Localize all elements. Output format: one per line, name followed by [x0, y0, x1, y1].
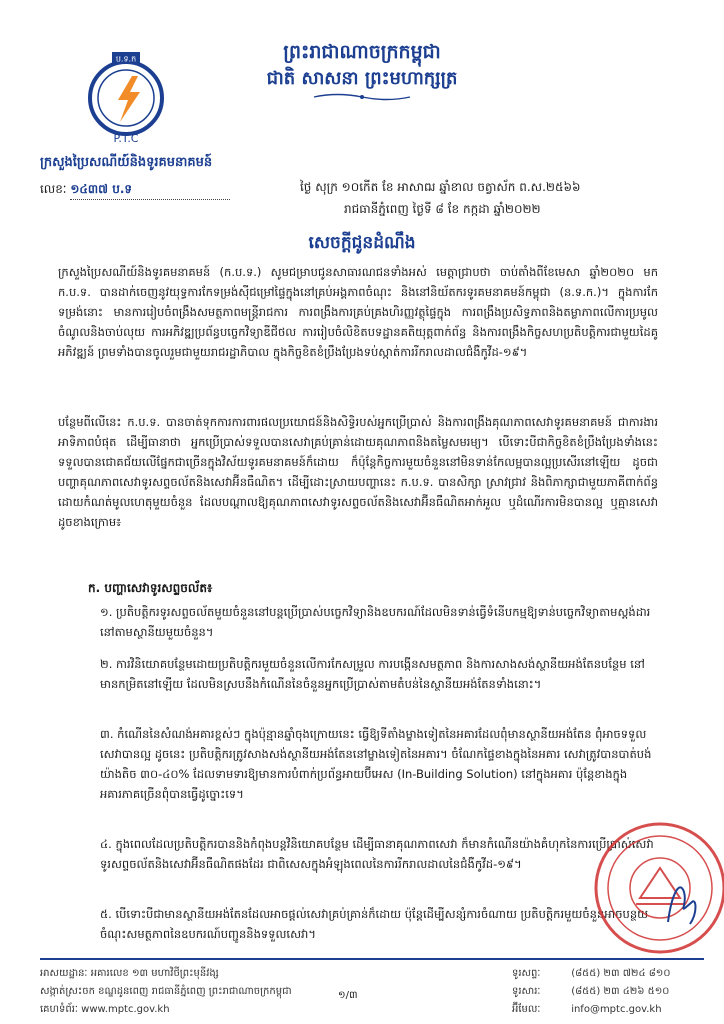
fax-label: ទូរសារៈ — [512, 986, 541, 997]
footer-address — [40, 966, 219, 981]
footer-email — [512, 1002, 662, 1017]
footer-divider — [40, 958, 704, 960]
document-title: សេចក្តីជូនដំណឹង — [308, 233, 416, 253]
reference-value: ១៤៣៧ ប.ទ — [70, 181, 230, 200]
address-label: អាសយដ្ឋានៈ — [40, 968, 88, 979]
reference-number — [40, 181, 230, 200]
signature — [662, 872, 702, 932]
list-item: ២. ការវិនិយោគបន្ថែមដោយប្រតិបត្តិករមួយចំនួនលើការកែសម្រួល ការបង្កើនសមត្ថភាព និងការសាងសង់ស្ថានីយអង់តែនបន្ថែម នៅមានកម្រិតនៅឡើយ ដែលមិនស្របនឹងកំណើននៃចំនួនអ្នកប្រើប្រាស់តាមតំបន់នៃស្ថានីយអង់តែនទាំងនោះ។ — [100, 657, 645, 691]
paragraph-1: ក្រសួងប្រៃសណីយ៍និងទូរគមនាគមន៍ (ក.ប.ទ.) សូមជម្រាបជូនសាធារណជនទាំងអស់ មេត្តាជ្រាបថា ចាប់តាំងពីខែមេសា ឆ្នាំ២០២០ មក ក.ប.ទ. បានដាក់ចេញនូវយុទ្ធការកែទម្រង់ស៊ីជម្រៅផ្ទៃក្នុងនៅគ្រប់អង្គភាពចំណុះ និងនៅនិយ័តករទូរគមនាគមន៍កម្ពុជា (ន.ទ.ក.)។ ក្នុងការកែទម្រង់នោះ មានការរៀបចំពង្រឹងសមត្ថភាពមន្ត្រីរាជការ ការពង្រឹងការគ្រប់គ្រងហិរញ្ញវត្ថុផ្ទៃក្នុង ការពង្រឹងប្រសិទ្ធភាពនិងតម្លាភាពលើការប្រមូលចំណូលនិងចាប់លុយ ការអភិវឌ្ឍប្រព័ន្ធបច្ចេកវិទ្យាឌីជីថល ការរៀបចំលិខិតបទដ្ឋានគតិយុត្តពាក់ព័ន្ធ និងការពង្រឹងកិច្ចសហប្រតិបត្តិការជាមួយដៃគូអភិវឌ្ឍន៍ ព្រមទាំងបានចូលរួមជាមួយរាជរដ្ឋាភិបាល ក្នុងកិច្ចខិតខំប្រឹងប្រែងទប់ស្កាត់ការរីករាលដាលជំងឺកូវីដ-១៩។ — [58, 265, 658, 359]
footer-address-2: សង្កាត់ស្រះចក ខណ្ឌដូនពេញ រាជធានីភ្នំពេញ ព្រះរាជាណាចក្រកម្ពុជា — [40, 986, 292, 997]
email-link[interactable]: info@mptc.gov.kh — [571, 1004, 662, 1015]
phone-label: ទូរសព្ទៈ — [512, 968, 541, 979]
page-number: ១/៣ — [338, 990, 358, 1001]
website-link[interactable]: www.mptc.gov.kh — [81, 1004, 170, 1015]
list-item: ៥. បើទោះបីជាមានស្ថានីយអង់តែនដែលអាចផ្តល់សេវាគ្រប់គ្រាន់ក៏ដោយ ប៉ុន្តែដើម្បីសន្សំការចំណាយ ប្រតិបត្តិករមួយចំនួនអាចបន្ថយចំណុះសមត្ថភាពនៃឧបករណ៍បញ្ជូននិងទទួលសេវា។ — [100, 907, 649, 941]
email-label: អ៊ីមែលៈ — [512, 1004, 541, 1015]
section-heading: ក. បញ្ហាសេវាទូរសព្ទចល័ត៖ — [88, 581, 213, 595]
paragraph-2: បន្ថែមពីលើនេះ ក.ប.ទ. បានចាត់ទុកការការពារផលប្រយោជន៍និងសិទ្ធិរបស់អ្នកប្រើប្រាស់ និងការពង្រឹងគុណភាពសេវាទូរគមនាគមន៍ ជាការងារអាទិភាពបំផុត ដើម្បីធានាថា អ្នកប្រើប្រាស់ទទួលបានសេវាគ្រប់គ្រាន់ដោយគុណភាពនិងតម្លៃសមរម្យ។ បើទោះបីជាកិច្ចខិតខំប្រឹងប្រែងទាំងនេះទទួលបានជោគជ័យលើផ្នែកជាច្រើនក្នុងវិស័យទូរគមនាគមន៍ក៏ដោយ ក៏ប៉ុន្តែកិច្ចការមួយចំនួននៅមិនទាន់កែលម្អបានល្អប្រសើរនៅឡើយ ដូចជា បញ្ហាគុណភាពសេវាទូរសព្ទចល័តនិងសេវាអ៊ីនធឺណិត។ ដើម្បីដោះស្រាយបញ្ហានេះ ក.ប.ទ. បានសិក្សា ស្រាវជ្រាវ និងពិភាក្សាជាមួយភាគីពាក់ព័ន្ធ ដោយកំណត់មូលហេតុមួយចំនួន ដែលបណ្តាលឱ្យគុណភាពសេវាទូរសព្ទចល័តនិងសេវាអ៊ីនធឺណិតអាក់អួល ឬដំណើរការមិនបានល្អ ឬគ្មានសេវា ដូចខាងក្រោម៖ — [58, 415, 658, 529]
footer-fax — [512, 984, 669, 999]
ornament-divider — [312, 92, 412, 102]
logo-top-text: ប.ទ.ក — [115, 54, 137, 64]
royal-line-1: ព្រះរាជាណាចក្រកម្ពុជា — [283, 41, 441, 63]
address-value: អគារលេខ ១៣ មហាវិថីព្រះមុនីវង្ស — [90, 968, 219, 979]
list-item: ៣. កំណើននៃសំណង់អគារខ្ពស់ៗ ក្នុងប៉ុន្មានឆ្នាំចុងក្រោយនេះ ធ្វើឱ្យទីតាំងម្ខាងទៀតនៃអគារដែលពុំមានស្ថានីយអង់តែន ពុំអាចទទួលសេវាបានល្អ ដូចនេះ ប្រតិបត្តិករត្រូវសាងសង់ស្ថានីយអង់តែននៅម្ខាងទៀតនៃអគារ។ ចំណែកផ្ទៃខាងក្នុងនៃអគារ សេវាត្រូវបានបាត់បង់យ៉ាងតិច ៣០-៤០% ដែលទាមទារឱ្យមានការបំពាក់ប្រព័ន្ធអាយប៊ីអេស (In-Building Solution) នៅក្នុងអគារ ប៉ុន្តែខាងក្នុងអគារភាគច្រើនពុំបានធ្វើដូច្នោះទេ។ — [100, 727, 652, 801]
reference-label: លេខៈ — [40, 182, 67, 196]
fax-value: (៨៥៥) ២៣ ៤២៦ ៥១០ — [571, 986, 670, 997]
footer-website — [40, 1002, 170, 1017]
footer-phone — [512, 966, 670, 981]
royal-line-2: ជាតិ សាសនា ព្រះមហាក្សត្រ — [266, 68, 458, 89]
phone-value: (៨៥៥) ២៣ ៧២៤ ៨១០ — [571, 968, 671, 979]
solar-date: រាជធានីភ្នំពេញ ថ្ងៃទី ៨ ខែ កក្កដា ឆ្នាំ២០២២ — [344, 202, 541, 216]
list-item: ៤. ក្នុងពេលដែលប្រតិបត្តិករបាននិងកំពុងបន្តវិនិយោគបន្ថែម ដើម្បីធានាគុណភាពសេវា ក៏មានកំណើនយ៉ាងគំហុកនៃការប្រើប្រាស់សេវាទូរសព្ទចល័តនិងសេវាអ៊ីនធឺណិតផងដែរ ជាពិសេសក្នុងអំឡុងពេលនៃការរីករាលដាលនៃជំងឺកូវីដ-១៩។ — [100, 837, 654, 871]
lunar-date: ថ្ងៃ សុក្រ ១០កើត ខែ អាសាឍ ឆ្នាំខាល ចត្វាស័ក ព.ស.២៥៦៦ — [300, 180, 581, 194]
ministry-name: ក្រសួងប្រៃសណីយ៍និងទូរគមនាគមន៍ — [40, 155, 213, 170]
website-label: គេហទំព័រៈ — [40, 1004, 78, 1015]
list-item: ១. ប្រតិបត្តិករទូរសព្ទចល័តមួយចំនួននៅបន្តប្រើប្រាស់បច្ចេកវិទ្យានិងឧបករណ៍ដែលមិនទាន់ធ្វើទំនើបកម្មឱ្យទាន់បច្ចេកវិទ្យាតាមស្តង់ដារ នៅតាមស្ថានីយមួយចំនួន។ — [100, 605, 651, 639]
ministry-logo — [82, 46, 170, 146]
logo-text: P.T.C — [113, 132, 139, 145]
official-seal-stamp — [590, 818, 724, 958]
